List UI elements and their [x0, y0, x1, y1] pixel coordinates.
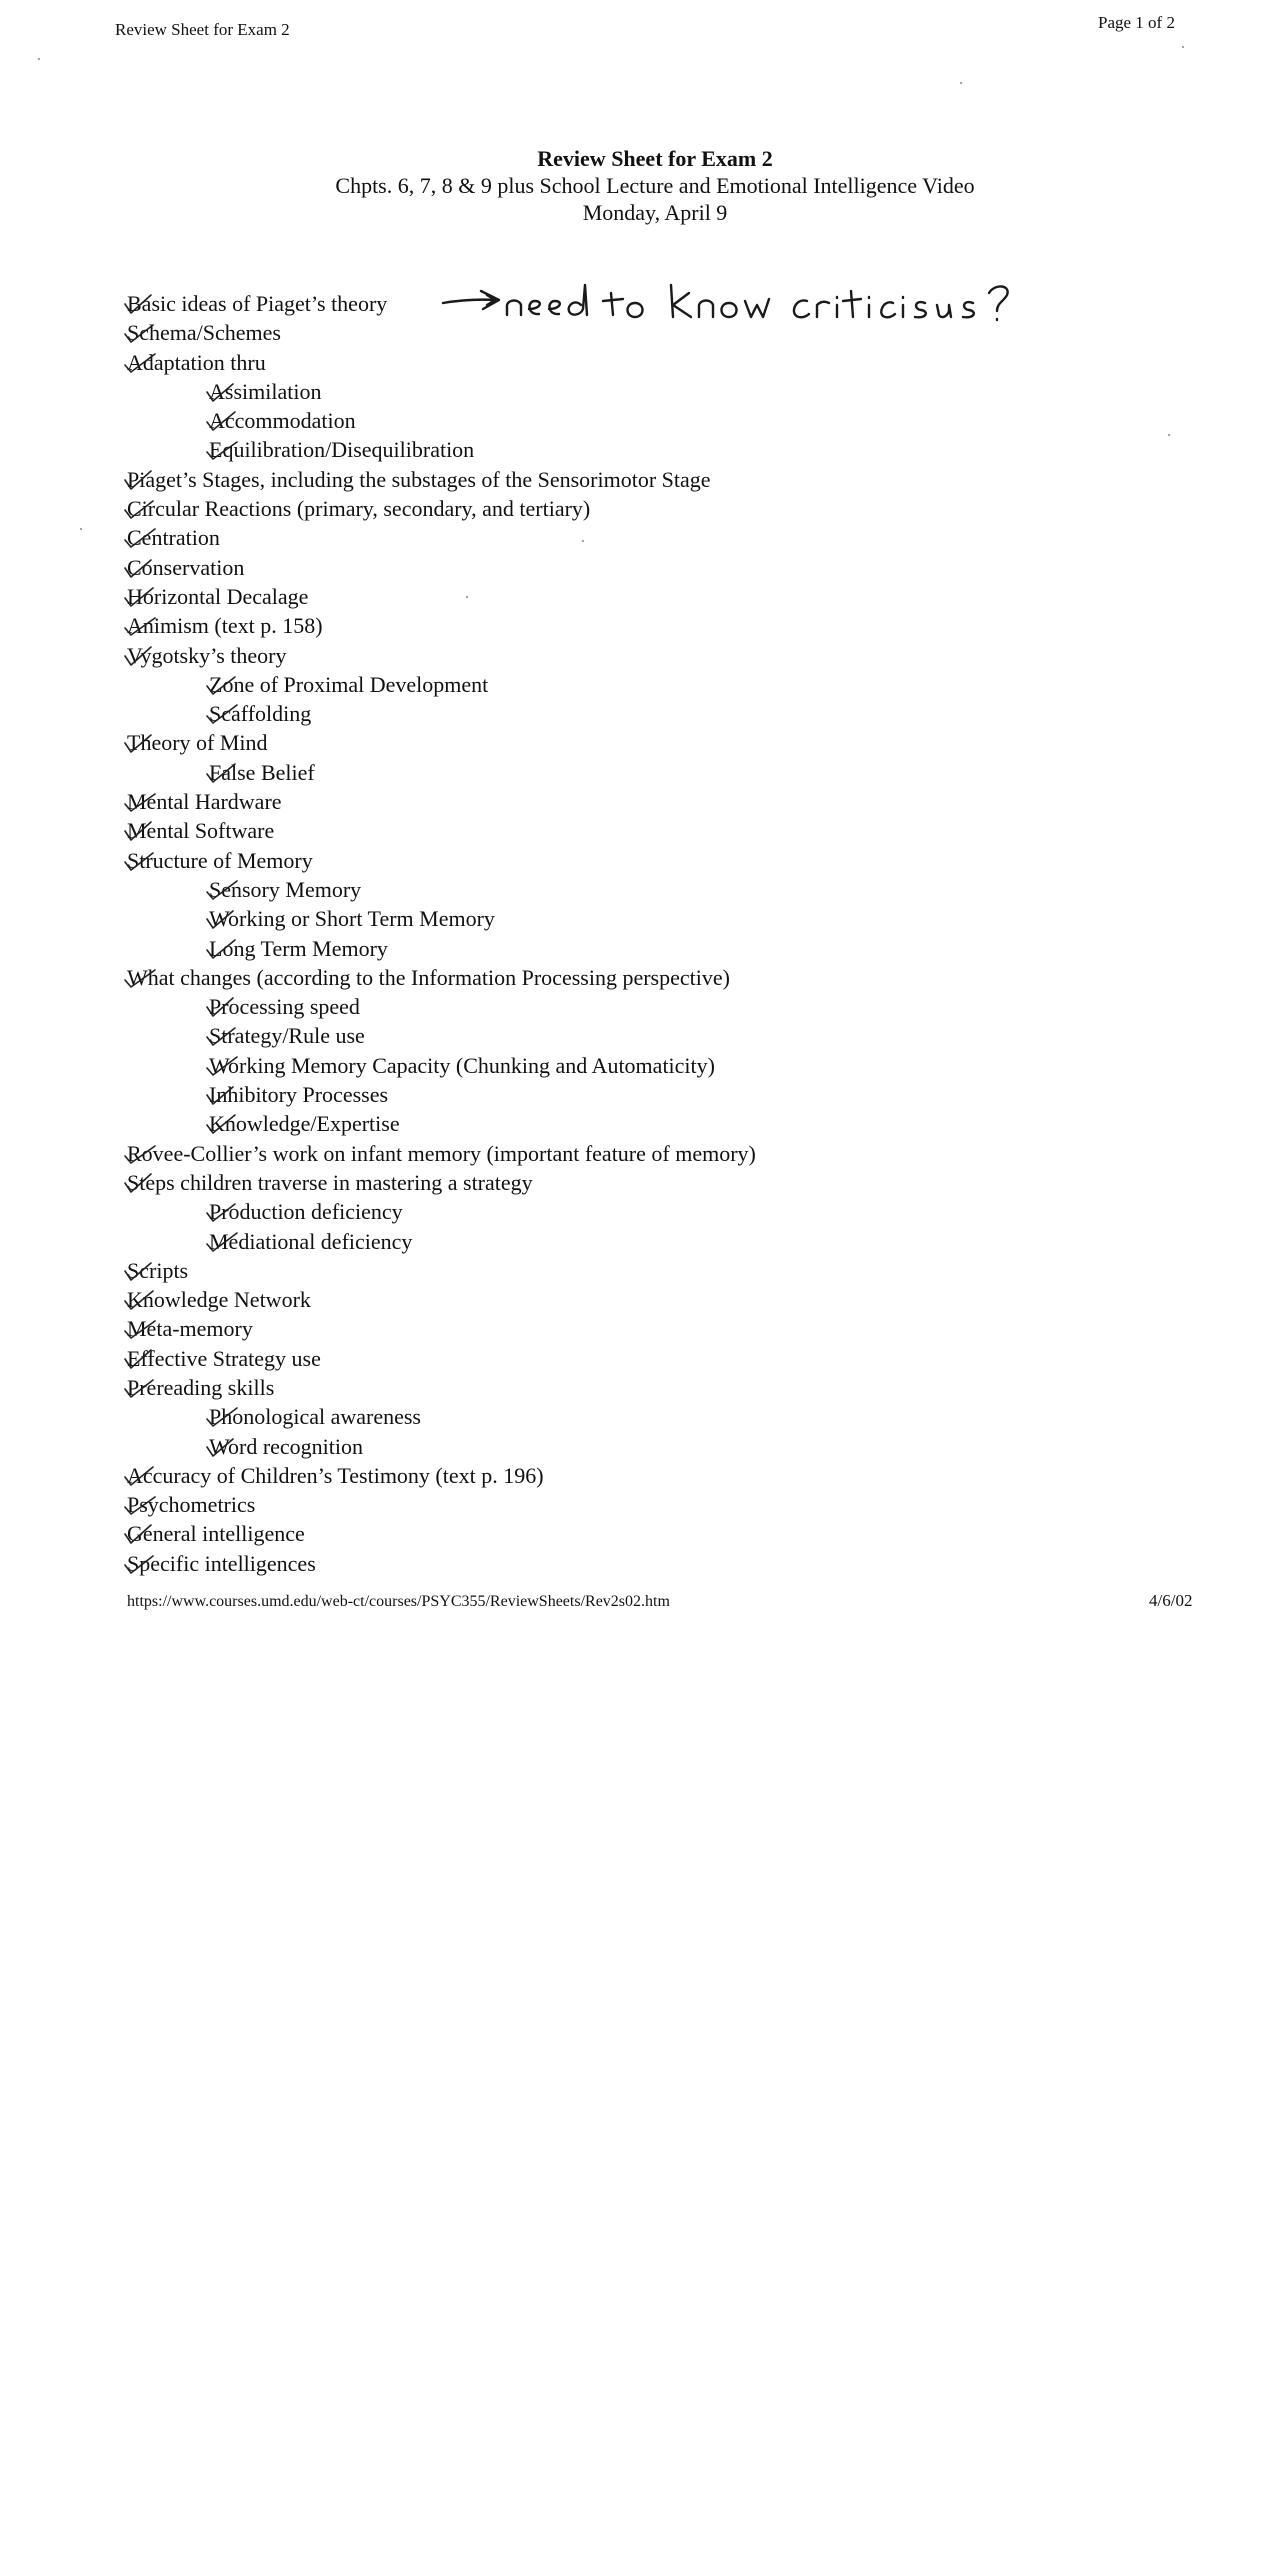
sub-topic-item [127, 435, 756, 464]
topic-item [127, 1549, 756, 1578]
sub-topic-item [127, 1080, 756, 1109]
topic-text: Animism (text p. 158) [127, 613, 323, 639]
handwritten-check-icon [205, 762, 241, 784]
sub-topic-item [127, 992, 756, 1021]
sub-topic-item [127, 758, 756, 787]
topic-text: Circular Reactions (primary, secondary, and tertiary) [127, 496, 591, 522]
scan-speck [80, 528, 82, 530]
topic-item [127, 1285, 756, 1314]
handwritten-check-icon [205, 674, 241, 696]
topic-item [127, 611, 756, 640]
topic-item [127, 523, 756, 552]
topic-text: Rovee-Collier’s work on infant memory (important feature of memory) [127, 1140, 756, 1166]
topic-text: Knowledge Network [127, 1287, 311, 1313]
handwritten-check-icon [205, 879, 241, 901]
handwritten-check-icon [205, 1084, 241, 1106]
topic-text: Accuracy of Children’s Testimony (text p. 196) [127, 1462, 544, 1488]
handwritten-check-icon [123, 1172, 159, 1194]
handwritten-check-icon [123, 850, 159, 872]
topic-text: Horizontal Decalage [127, 583, 309, 609]
handwritten-check-icon [123, 469, 159, 491]
topic-text: Conservation [127, 554, 245, 580]
topic-item [127, 553, 756, 582]
topic-item [127, 348, 756, 377]
handwritten-check-icon [123, 352, 159, 374]
handwritten-check-icon [123, 615, 159, 637]
sub-topic-item [127, 1021, 756, 1050]
topic-text: Working Memory Capacity (Chunking and Automaticity) [209, 1052, 715, 1078]
scan-speck [960, 82, 962, 84]
topic-text: Scripts [127, 1257, 189, 1283]
topic-text: Knowledge/Expertise [209, 1111, 400, 1137]
topic-text: Effective Strategy use [127, 1345, 321, 1371]
topic-text: Assimilation [209, 378, 322, 404]
topic-item [127, 846, 756, 875]
sub-topic-item [127, 377, 756, 406]
handwritten-check-icon [205, 1436, 241, 1458]
handwritten-check-icon [123, 791, 159, 813]
sub-topic-item [127, 670, 756, 699]
topic-item [127, 1461, 756, 1490]
topic-item [127, 787, 756, 816]
topic-text: False Belief [209, 759, 315, 785]
topic-text: Accommodation [209, 408, 356, 434]
footer-date: 4/6/02 [1149, 1591, 1193, 1610]
handwritten-check-icon [205, 703, 241, 725]
topic-item [127, 465, 756, 494]
topic-text: Specific intelligences [127, 1550, 316, 1576]
topic-item [127, 1256, 756, 1285]
handwritten-check-icon [205, 938, 241, 960]
handwritten-check-icon [123, 557, 159, 579]
topic-text: Word recognition [209, 1433, 364, 1459]
topic-item [127, 1519, 756, 1548]
handwritten-check-icon [205, 1025, 241, 1047]
topic-text: Structure of Memory [127, 847, 313, 873]
handwritten-check-icon [205, 1055, 241, 1077]
sub-topic-item [127, 1432, 756, 1461]
handwritten-check-icon [205, 996, 241, 1018]
handwritten-check-icon [205, 381, 241, 403]
handwritten-check-icon [123, 322, 159, 344]
sub-topic-item [127, 1051, 756, 1080]
sub-topic-item [127, 875, 756, 904]
topic-item [127, 1490, 756, 1519]
sub-topic-item [127, 1109, 756, 1138]
handwritten-check-icon [123, 1465, 159, 1487]
review-topics-list [127, 289, 756, 1578]
title-block [0, 145, 1280, 226]
handwritten-check-icon [123, 1348, 159, 1370]
topic-text: Centration [127, 525, 220, 551]
handwritten-check-icon [205, 1201, 241, 1223]
topic-item [127, 1344, 756, 1373]
topic-text: Steps children traverse in mastering a strategy [127, 1169, 533, 1195]
topic-item [127, 289, 756, 318]
handwritten-check-icon [123, 732, 159, 754]
handwritten-check-icon [205, 1231, 241, 1253]
topic-text: Mental Hardware [127, 789, 282, 815]
topic-text: Vygotsky’s theory [127, 642, 287, 668]
handwritten-check-icon [123, 645, 159, 667]
topic-text: Inhibitory Processes [209, 1082, 389, 1108]
topic-item [127, 1314, 756, 1343]
handwritten-check-icon [205, 410, 241, 432]
topic-item [127, 494, 756, 523]
topic-item [127, 641, 756, 670]
handwritten-check-icon [123, 293, 159, 315]
handwritten-check-icon [123, 1318, 159, 1340]
document-subtitle: Chpts. 6, 7, 8 & 9 plus School Lecture and Emotional Intelligence Video [335, 173, 975, 198]
page-header-title: Review Sheet for Exam 2 [115, 20, 290, 39]
handwritten-check-icon [205, 439, 241, 461]
scan-speck [38, 58, 40, 60]
topic-text: Zone of Proximal Development [209, 671, 489, 697]
topic-text: Phonological awareness [209, 1404, 421, 1430]
topic-text: Equilibration/Disequilibration [209, 437, 475, 463]
handwritten-check-icon [123, 1553, 159, 1575]
handwritten-check-icon [123, 498, 159, 520]
document-title: Review Sheet for Exam 2 [537, 146, 773, 171]
handwritten-check-icon [205, 1406, 241, 1428]
topic-text: What changes (according to the Information Processing perspective) [127, 964, 730, 990]
handwritten-check-icon [123, 527, 159, 549]
handwritten-check-icon [123, 967, 159, 989]
topic-item [127, 1373, 756, 1402]
topic-item [127, 728, 756, 757]
topic-text: Strategy/Rule use [209, 1023, 365, 1049]
scan-speck [1168, 434, 1170, 436]
sub-topic-item [127, 1402, 756, 1431]
scan-speck [1182, 46, 1184, 48]
topic-text: Adaptation thru [127, 349, 266, 375]
topic-text: Piaget’s Stages, including the substages of the Sensorimotor Stage [127, 466, 711, 492]
topic-text: Prereading skills [127, 1374, 275, 1400]
scan-speck [466, 596, 468, 598]
topic-text: Meta-memory [127, 1316, 253, 1342]
topic-text: Production deficiency [209, 1199, 403, 1225]
sub-topic-item [127, 1227, 756, 1256]
topic-item [127, 1139, 756, 1168]
topic-text: Processing speed [209, 994, 360, 1020]
topic-text: Basic ideas of Piaget’s theory [127, 291, 388, 316]
topic-item [127, 963, 756, 992]
topic-text: Schema/Schemes [127, 320, 281, 346]
sub-topic-item [127, 904, 756, 933]
handwritten-check-icon [123, 1289, 159, 1311]
handwritten-check-icon [123, 1523, 159, 1545]
handwritten-check-icon [123, 1377, 159, 1399]
topic-item [127, 1168, 756, 1197]
topic-item [127, 318, 756, 347]
topic-text: Mediational deficiency [209, 1228, 413, 1254]
document-date: Monday, April 9 [582, 200, 728, 225]
topic-text: Long Term Memory [209, 935, 388, 961]
handwritten-check-icon [205, 908, 241, 930]
page-number: Page 1 of 2 [1098, 13, 1175, 32]
scan-speck [582, 540, 584, 542]
topic-text: Psychometrics [127, 1492, 256, 1518]
footer-url: https://www.courses.umd.edu/web-ct/courses/PSYC355/ReviewSheets/Rev2s02.htm [127, 1593, 670, 1610]
sub-topic-item [127, 406, 756, 435]
topic-text: Working or Short Term Memory [209, 906, 495, 932]
handwritten-check-icon [205, 1113, 241, 1135]
topic-item [127, 582, 756, 611]
sub-topic-item [127, 1197, 756, 1226]
sub-topic-item [127, 934, 756, 963]
handwritten-check-icon [123, 820, 159, 842]
handwritten-check-icon [123, 1494, 159, 1516]
handwritten-check-icon [123, 586, 159, 608]
handwritten-check-icon [123, 1143, 159, 1165]
topic-text: Sensory Memory [209, 876, 362, 902]
topic-text: Scaffolding [209, 701, 312, 727]
handwritten-check-icon [123, 1260, 159, 1282]
topic-text: General intelligence [127, 1521, 305, 1547]
topic-text: Mental Software [127, 818, 275, 844]
sub-topic-item [127, 699, 756, 728]
topic-text: Theory of Mind [127, 730, 268, 756]
topic-item [127, 816, 756, 845]
